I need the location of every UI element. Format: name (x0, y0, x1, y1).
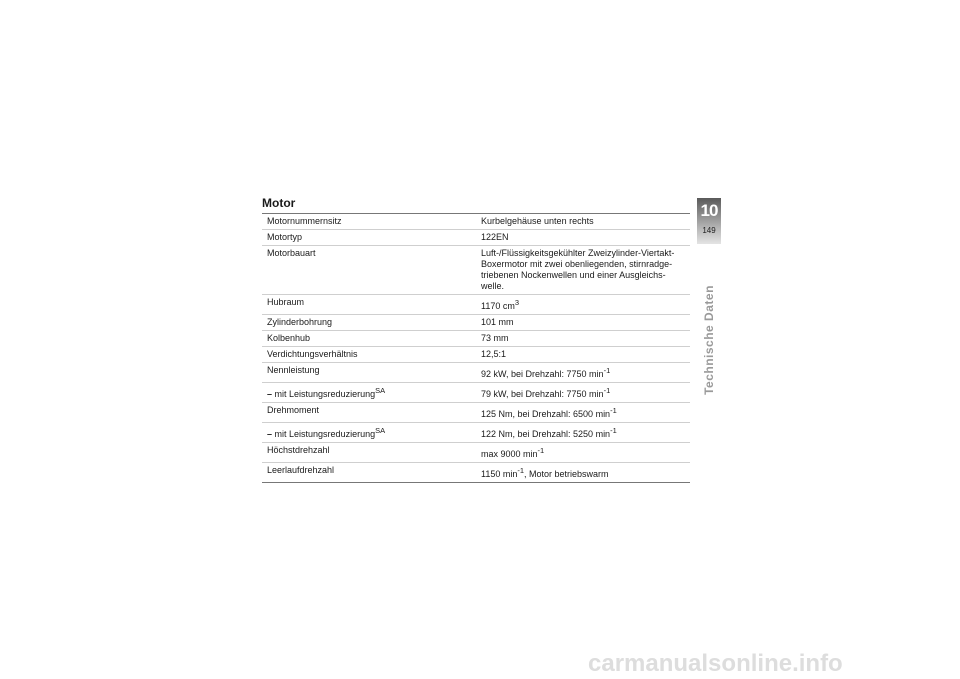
spec-value (476, 423, 690, 443)
spec-value-suffix: , Motor betriebswarm (524, 469, 609, 479)
spec-label (262, 443, 476, 463)
chapter-title: Technische Daten (702, 285, 716, 395)
watermark: carmanualsonline.info (588, 650, 843, 677)
spec-value (476, 347, 690, 363)
unit-exponent: 3 (514, 298, 520, 307)
chapter-number: 10 (700, 201, 718, 220)
spec-label (262, 347, 476, 363)
special-accessory-mark: SA (375, 426, 386, 435)
spec-label-text: Höchstdrehzahl (267, 445, 330, 455)
spec-value (476, 246, 690, 295)
spec-label (262, 214, 476, 230)
spec-label-text: Drehmoment (267, 405, 320, 415)
spec-value (476, 443, 690, 463)
spec-label-text: mit Leistungsreduzierung (274, 429, 376, 439)
spec-row (262, 295, 690, 315)
spec-row (262, 383, 690, 403)
spec-row (262, 315, 690, 331)
spec-value-text: Kurbelgehäuse unten rechts (481, 216, 594, 226)
spec-value-text: 12,5:1 (481, 349, 507, 359)
spec-label (262, 403, 476, 423)
unit-exponent: -1 (517, 466, 525, 475)
spec-row (262, 463, 690, 483)
spec-row (262, 363, 690, 383)
spec-label-text: Motortyp (267, 232, 303, 242)
spec-row (262, 423, 690, 443)
spec-label (262, 295, 476, 315)
spec-value-text: 1150 min (481, 469, 518, 479)
unit-exponent: -1 (603, 366, 611, 375)
spec-value-text: 92 kW, bei Drehzahl: 7750 min (481, 369, 604, 379)
spec-value (476, 363, 690, 383)
spec-label-text: Verdichtungsverhältnis (267, 349, 358, 359)
page-number: 149 (702, 226, 716, 235)
spec-value (476, 331, 690, 347)
spec-value (476, 463, 690, 483)
spec-value (476, 403, 690, 423)
spec-label (262, 315, 476, 331)
unit-exponent: -1 (610, 406, 617, 415)
spec-row (262, 347, 690, 363)
spec-label-text: Motornummernsitz (267, 216, 342, 226)
spec-row (262, 230, 690, 246)
spec-label-text: mit Leistungsreduzierung (274, 389, 376, 399)
spec-label (262, 230, 476, 246)
spec-label-text: Kolbenhub (267, 333, 311, 343)
unit-exponent: -1 (610, 426, 617, 435)
spec-value-text: 79 kW, bei Drehzahl: 7750 min (481, 389, 604, 399)
spec-value-text: 125 Nm, bei Drehzahl: 6500 min (481, 409, 611, 419)
unit-exponent: -1 (603, 386, 611, 395)
spec-value (476, 383, 690, 403)
sub-item-dash: – (267, 429, 273, 439)
spec-value-text: 73 mm (481, 333, 509, 343)
spec-table-body (262, 214, 690, 483)
spec-label (262, 383, 476, 403)
spec-value-text: 101 mm (481, 317, 514, 327)
section-title: Motor (262, 196, 296, 210)
spec-label-text: Hubraum (267, 297, 305, 307)
chapter-tab (697, 198, 721, 244)
spec-row (262, 214, 690, 230)
unit-exponent: -1 (537, 446, 545, 455)
spec-value (476, 315, 690, 331)
spec-value (476, 214, 690, 230)
spec-value-text: 1170 cm (481, 301, 515, 311)
spec-row (262, 403, 690, 423)
spec-label-text: Leerlaufdrehzahl (267, 465, 335, 475)
spec-label-text: Zylinderbohrung (267, 317, 333, 327)
spec-value (476, 295, 690, 315)
spec-row (262, 443, 690, 463)
spec-label (262, 246, 476, 295)
spec-label (262, 331, 476, 347)
spec-row (262, 331, 690, 347)
spec-value (476, 230, 690, 246)
spec-label-text: Motorbauart (267, 248, 316, 258)
special-accessory-mark: SA (375, 386, 386, 395)
spec-label (262, 363, 476, 383)
engine-spec-table (262, 213, 690, 483)
spec-row (262, 246, 690, 295)
spec-value-text: max 9000 min (481, 449, 538, 459)
spec-label (262, 463, 476, 483)
sub-item-dash: – (267, 389, 273, 399)
spec-label (262, 423, 476, 443)
spec-label-text: Nennleistung (267, 365, 320, 375)
spec-value-text: Luft-/Flüssigkeitsgekühlter Zweizylinder-Viertakt-Boxermotor mit zwei obenliegenden, stirnradge-triebenen Nockenwellen und einer Ausgleichs-welle. (481, 248, 675, 291)
spec-value-text: 122EN (481, 232, 509, 242)
spec-value-text: 122 Nm, bei Drehzahl: 5250 min (481, 429, 611, 439)
